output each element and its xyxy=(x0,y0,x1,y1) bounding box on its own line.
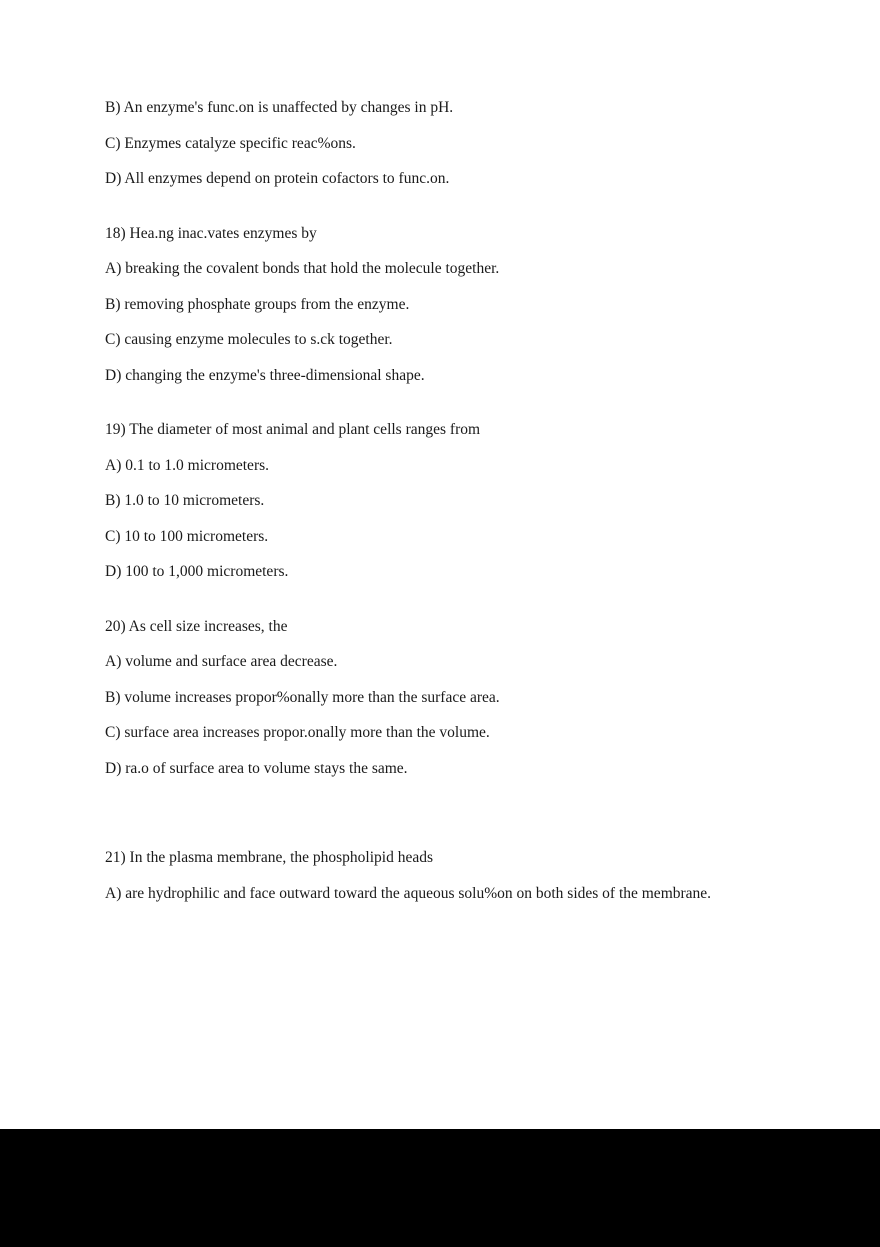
document-line: B) 1.0 to 10 micrometers. xyxy=(105,492,265,509)
document-line: 20) As cell size increases, the xyxy=(105,617,288,635)
document-line: D) All enzymes depend on protein cofactors to func.on. xyxy=(105,170,450,187)
document-line: A) 0.1 to 1.0 micrometers. xyxy=(105,456,270,474)
question-group xyxy=(105,224,825,386)
document-line: D) 100 to 1,000 micrometers. xyxy=(105,563,289,580)
document-line: 21) In the plasma membrane, the phospholipid heads xyxy=(105,849,434,866)
document-page xyxy=(105,98,825,938)
document-line: B) An enzyme's func.on is unaffected by changes in pH. xyxy=(105,99,454,116)
document-line: C) Enzymes catalyze specific reac%ons. xyxy=(105,134,356,152)
question-group xyxy=(105,848,825,903)
document-line: C) surface area increases propor.onally more than the volume. xyxy=(105,724,490,741)
document-line: C) causing enzyme molecules to s.ck together. xyxy=(105,331,393,348)
document-line: A) are hydrophilic and face outward toward the aqueous solu%on on both sides of the membrane. xyxy=(105,884,712,902)
document-line: 18) Hea.ng inac.vates enzymes by xyxy=(105,224,317,242)
document-line: A) volume and surface area decrease. xyxy=(105,653,338,670)
document-line: B) removing phosphate groups from the enzyme. xyxy=(105,295,410,313)
page-bottom-black-area xyxy=(0,1129,880,1247)
question-group xyxy=(105,617,825,779)
document-line: A) breaking the covalent bonds that hold the molecule together. xyxy=(105,260,500,277)
document-line: B) volume increases propor%onally more than the surface area. xyxy=(105,688,500,706)
question-group xyxy=(105,420,825,582)
document-line: C) 10 to 100 micrometers. xyxy=(105,527,269,545)
document-line: D) changing the enzyme's three-dimensional shape. xyxy=(105,366,425,384)
document-line: D) ra.o of surface area to volume stays the same. xyxy=(105,759,408,777)
document-line: 19) The diameter of most animal and plant cells ranges from xyxy=(105,421,481,438)
question-group xyxy=(105,98,825,189)
